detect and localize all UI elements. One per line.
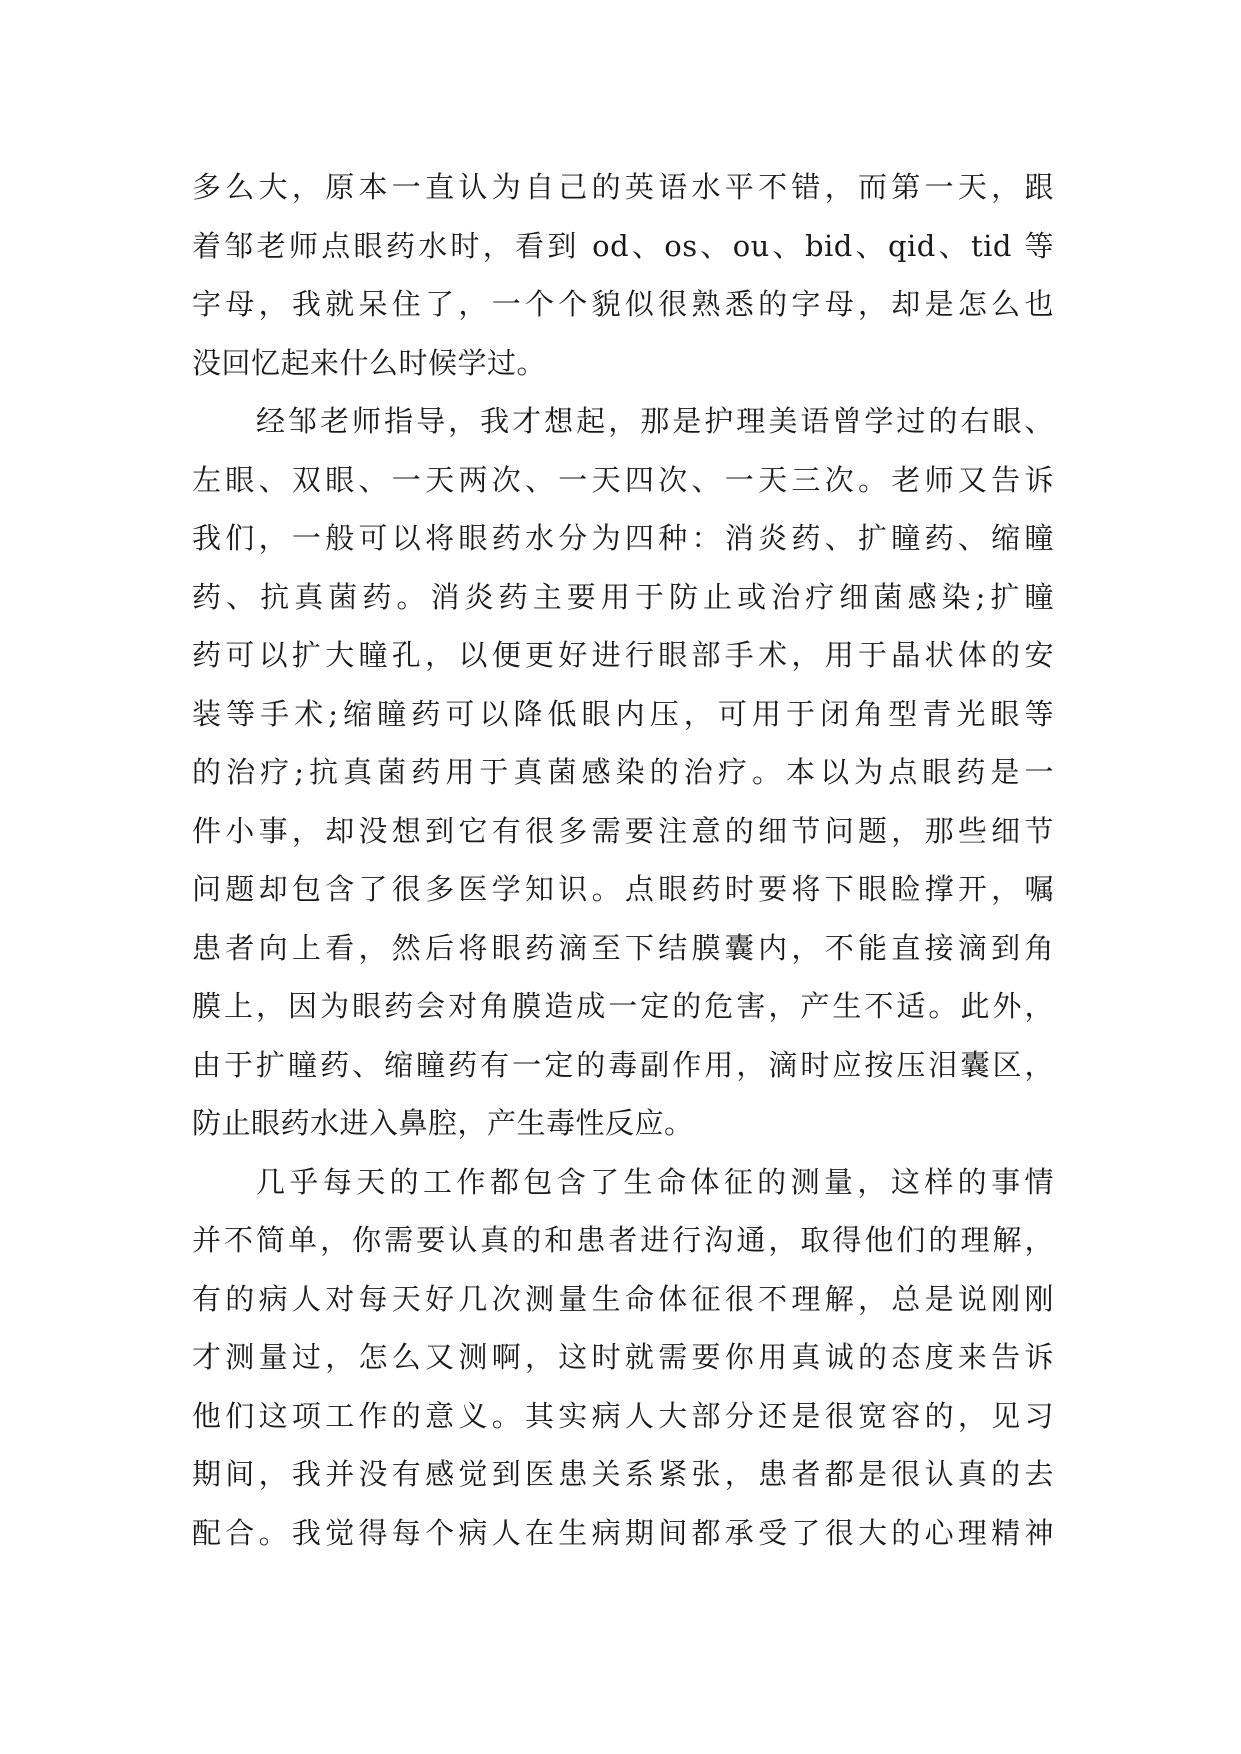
document-body (192, 158, 1054, 1562)
text-line: 装等手术;缩瞳药可以降低眼内压，可用于闭角型青光眼等 (192, 696, 1054, 731)
text-line: 才测量过，怎么又测啊，这时就需要你用真诚的态度来告诉 (192, 1340, 1054, 1374)
text-line: 问题却包含了很多医学知识。点眼药时要将下眼睑撑开，嘱 (192, 872, 1054, 906)
text-line: 没回忆起来什么时候学过。 (192, 345, 547, 380)
text-line: 他们这项工作的意义。其实病人大部分还是很宽容的，见习 (192, 1398, 1054, 1433)
text-line: 有的病人对每天好几次测量生命体征很不理解，总是说刚刚 (192, 1281, 1054, 1316)
text-line: 左眼、双眼、一天两次、一天四次、一天三次。老师又告诉 (192, 462, 1054, 497)
text-line: 膜上，因为眼药会对角膜造成一定的危害，产生不适。此外， (192, 989, 1054, 1023)
text-line: 经邹老师指导，我才想起，那是护理美语曾学过的右眼、 (256, 404, 1054, 438)
paragraph (192, 1153, 1054, 1563)
text-line: 的治疗;抗真菌药用于真菌感染的治疗。本以为点眼药是一 (192, 755, 1054, 789)
paragraph (192, 158, 1054, 392)
text-line: 防止眼药水进入鼻腔，产生毒性反应。 (192, 1106, 694, 1140)
text-line: 多么大，原本一直认为自己的英语水平不错，而第一天，跟 (192, 170, 1054, 204)
text-line: 药、抗真菌药。消炎药主要用于防止或治疗细菌感染;扩瞳 (192, 579, 1054, 614)
text-line: 几乎每天的工作都包含了生命体征的测量，这样的事情 (256, 1164, 1054, 1199)
text-line: 字母，我就呆住了，一个个貌似很熟悉的字母，却是怎么也 (192, 287, 1054, 321)
text-line: 药可以扩大瞳孔，以便更好进行眼部手术，用于晶状体的安 (192, 638, 1054, 672)
paragraph (192, 392, 1054, 1153)
text-line: 由于扩瞳药、缩瞳药有一定的毒副作用，滴时应按压泪囊区， (192, 1047, 1054, 1082)
text-line: 配合。我觉得每个病人在生病期间都承受了很大的心理精神 (192, 1515, 1054, 1550)
text-line: 件小事，却没想到它有很多需要注意的细节问题，那些细节 (192, 813, 1054, 848)
text-line: 患者向上看，然后将眼药滴至下结膜囊内，不能直接滴到角 (192, 930, 1054, 965)
text-line: 着邹老师点眼药水时，看到 od、os、ou、bid、qid、tid 等 (192, 228, 1054, 263)
text-line: 期间，我并没有感觉到医患关系紧张，患者都是很认真的去 (192, 1457, 1054, 1491)
text-line: 并不简单，你需要认真的和患者进行沟通，取得他们的理解， (192, 1223, 1054, 1257)
text-line: 我们，一般可以将眼药水分为四种：消炎药、扩瞳药、缩瞳 (192, 521, 1054, 555)
